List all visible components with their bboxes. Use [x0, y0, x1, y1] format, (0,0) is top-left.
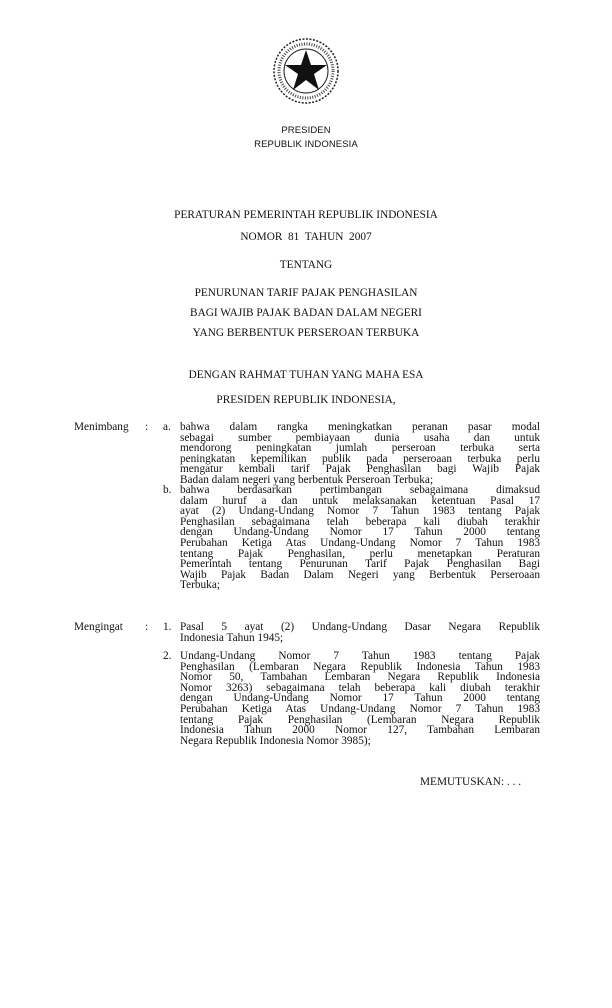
- text-line: tentang Pajak Penghasilan, perlu menetapkan Peraturan: [180, 547, 540, 560]
- text-line: Penghasilan (Lembaran Negara Republik Indonesia Tahun 1983: [180, 660, 540, 673]
- menimbang-colon: :: [145, 421, 149, 433]
- text-line: bahwa dalam rangka meningkatkan peranan pasar modal: [180, 421, 540, 433]
- text-line: Wajib Pajak Badan Dalam Negeri yang Berbentuk Perseroaan: [180, 568, 540, 581]
- doc-title: PERATURAN PEMERINTAH REPUBLIK INDONESIA: [174, 209, 438, 221]
- mengingat-label: Mengingat: [74, 621, 123, 633]
- text-line: Nomor 50, Tambahan Lembaran Negara Republik Indonesia: [180, 671, 540, 684]
- text-line: Nomor 3263) sebagaimana telah beberapa kali diubah terakhir: [180, 681, 540, 694]
- header-republik: REPUBLIK INDONESIA: [254, 139, 358, 150]
- mengingat-item-2: [180, 651, 540, 746]
- text-line: Terbuka;: [180, 579, 220, 592]
- doc-president: PRESIDEN REPUBLIK INDONESIA,: [216, 394, 396, 406]
- mengingat-item-1: [180, 622, 540, 643]
- text-line: Penghasilan sebagaimana telah beberapa kali diubah terakhir: [180, 515, 540, 528]
- text-line: mendorong peningkatan jumlah perseroan terbuka serta: [180, 442, 540, 455]
- mengingat-colon: :: [145, 621, 149, 633]
- text-line: Indonesia Tahun 1945;: [180, 631, 284, 644]
- text-line: ayat (2) Undang-Undang Nomor 7 Tahun 1983 tentang Pajak: [180, 505, 540, 518]
- continuation-note: MEMUTUSKAN: . . .: [420, 776, 522, 788]
- menimbang-marker-a: a.: [163, 421, 171, 433]
- mengingat-marker-2: 2.: [163, 650, 172, 662]
- text-line: Perubahan Ketiga Atas Undang-Undang Nomor 7 Tahun 1983: [180, 702, 540, 715]
- text-line: Negara Republik Indonesia Nomor 3985);: [180, 734, 371, 747]
- doc-subject-2: BAGI WAJIB PAJAK BADAN DALAM NEGERI: [190, 307, 422, 319]
- header-presiden: PRESIDEN: [281, 125, 331, 136]
- doc-subject-3: YANG BERBENTUK PERSEROAN TERBUKA: [192, 327, 420, 339]
- menimbang-item-a: [180, 422, 540, 486]
- text-line: Undang-Undang Nomor 7 Tahun 1983 tentang Pajak: [180, 650, 540, 662]
- text-line: Perubahan Ketiga Atas Undang-Undang Nomor 7 Tahun 1983: [180, 536, 540, 549]
- text-line: mengatur kembali tarif Pajak Penghasilan bagi Wajib Pajak: [180, 463, 540, 476]
- menimbang-marker-b: b.: [163, 484, 172, 496]
- menimbang-item-b: [180, 485, 540, 591]
- text-line: dengan Undang-Undang Nomor 17 Tahun 2000 tentang: [180, 526, 540, 539]
- text-line: Pasal 5 ayat (2) Undang-Undang Dasar Negara Republik: [180, 621, 540, 633]
- text-line: dengan Undang-Undang Nomor 17 Tahun 2000 tentang: [180, 692, 540, 705]
- text-line: sebagai sumber pembiayaan dunia usaha dan untuk: [180, 431, 540, 444]
- doc-subject-1: PENURUNAN TARIF PAJAK PENGHASILAN: [194, 287, 418, 299]
- doc-tentang: TENTANG: [279, 259, 333, 271]
- doc-number: NOMOR 81 TAHUN 2007: [240, 231, 372, 243]
- text-line: bahwa berdasarkan pertimbangan sebagaimana dimaksud: [180, 484, 540, 496]
- doc-blessing: DENGAN RAHMAT TUHAN YANG MAHA ESA: [188, 369, 424, 381]
- text-line: tentang Pajak Penghasilan (Lembaran Negara Republik: [180, 713, 540, 726]
- menimbang-label: Menimbang: [74, 421, 129, 433]
- text-line: dalam huruf a dan untuk melaksanakan ketentuan Pasal 17: [180, 494, 540, 507]
- garuda-emblem: [271, 36, 341, 106]
- text-line: Badan dalam negeri yang berbentuk Perseroan Terbuka;: [180, 473, 434, 486]
- text-line: peningkatan kepemilikan publik pada perseroaan terbuka perlu: [180, 452, 540, 465]
- text-line: Indonesia Tahun 2000 Nomor 127, Tambahan Lembaran: [180, 724, 540, 737]
- text-line: Pemerintah tentang Penurunan Tarif Pajak Penghasilan Bagi: [180, 558, 540, 571]
- mengingat-marker-1: 1.: [163, 621, 172, 633]
